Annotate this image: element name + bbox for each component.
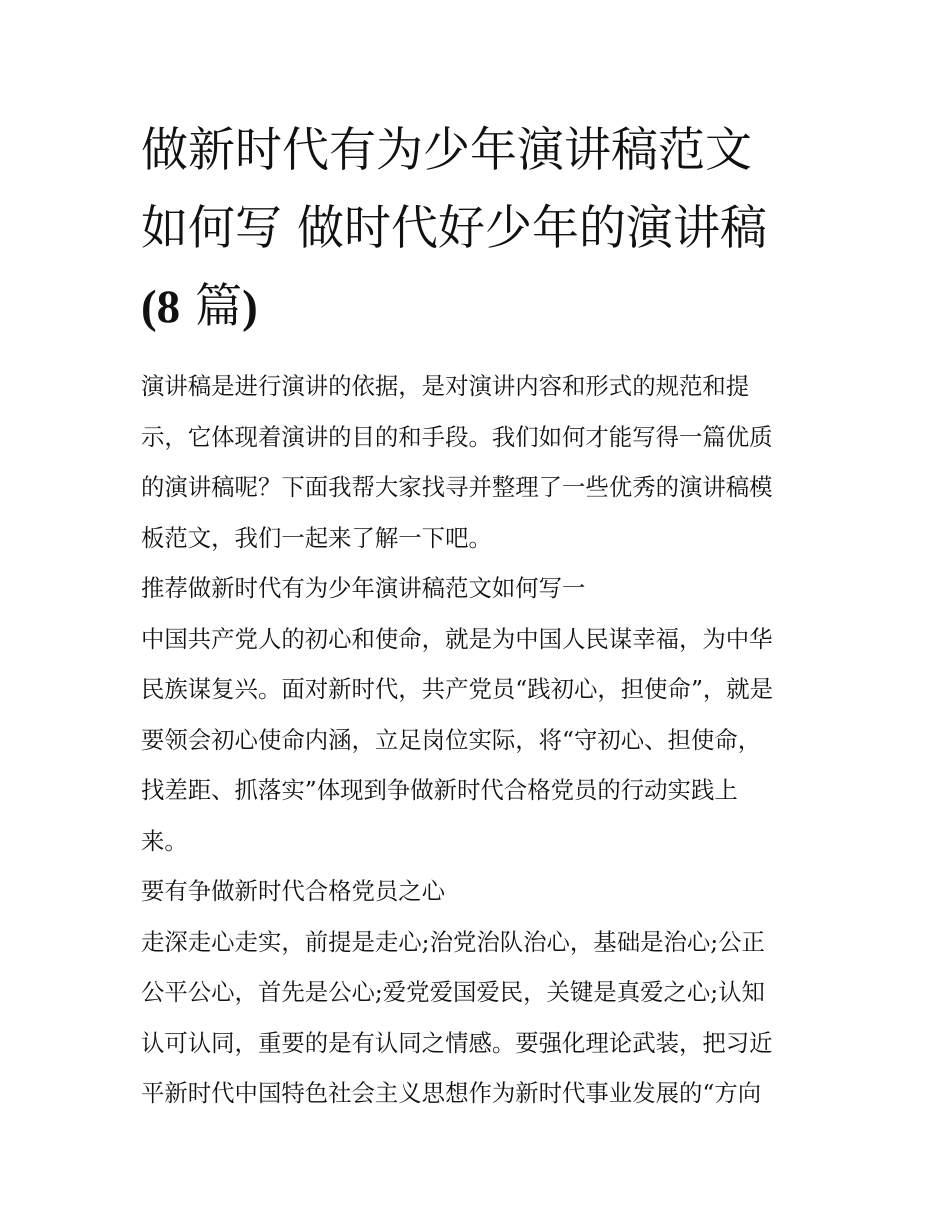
paragraph-1-line: 中国共产党人的初心和使命，就是为中国人民谋幸福，为中华 (141, 624, 773, 653)
body-paragraph-2 (141, 917, 821, 1119)
intro-line: 的演讲稿呢？下面我帮大家找寻并整理了一些优秀的演讲稿模 (141, 473, 773, 501)
subheading: 要有争做新时代合格党员之心 (141, 877, 446, 905)
title-line-2: 如何写 做时代好少年的演讲稿 (141, 201, 767, 256)
paragraph-2-line: 公平公心，首先是公心;爱党爱国爱民，关键是真爱之心;认知 (141, 978, 765, 1006)
paragraph-2-line: 认可认同，重要的是有认同之情感。要强化理论武装，把习近 (141, 1028, 773, 1057)
paragraph-2-line: 平新时代中国特色社会主义思想作为新时代事业发展的“方向 (141, 1079, 762, 1107)
section-heading: 推荐做新时代有为少年演讲稿范文如何写一 (141, 574, 586, 602)
paragraph-1-line: 民族谋复兴。面对新时代，共产党员“践初心，担使命”，就是 (141, 675, 774, 703)
title-count-unit: 篇 (180, 279, 243, 334)
paragraph-2-line: 走深走心走实，前提是走心;治党治队治心，基础是治心;公正 (141, 927, 765, 956)
paragraph-1-line: 要领会初心使命内涵，立足岗位实际，将“守初心、担使命， (141, 725, 762, 754)
document-body (141, 112, 821, 1119)
intro-paragraph (141, 361, 821, 563)
body-paragraph-1 (141, 614, 821, 867)
title-close-paren: ) (242, 281, 258, 333)
paragraph-1-line: 找差距、抓落实”体现到争做新时代合格党员的行动实践上 (141, 776, 738, 804)
title-line-3 (141, 268, 821, 346)
title-count-number: 8 (156, 281, 181, 333)
paragraph-1-line: 来。 (141, 826, 188, 855)
intro-line: 示，它体现着演讲的目的和手段。我们如何才能写得一篇优质 (141, 422, 773, 451)
title-line-1: 做新时代有为少年演讲稿范文 (141, 123, 752, 178)
intro-line: 板范文，我们一起来了解一下吧。 (141, 523, 492, 552)
intro-line: 演讲稿是进行演讲的依据，是对演讲内容和形式的规范和提 (141, 372, 750, 400)
document-title (141, 112, 821, 346)
title-open-paren: ( (141, 281, 157, 333)
